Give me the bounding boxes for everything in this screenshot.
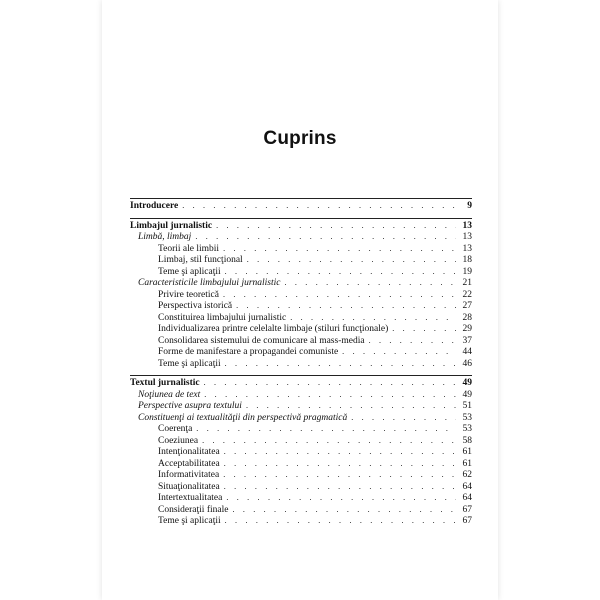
toc-entry-page-number: 67	[462, 504, 472, 515]
toc-entry-label: Intenţionalitatea	[158, 447, 220, 457]
toc-entry[interactable]	[130, 492, 472, 504]
dot-leader	[369, 335, 456, 347]
toc-entry-label: Situaţionalitatea	[158, 481, 220, 492]
toc-entry-page-number: 49	[462, 389, 472, 400]
toc-section	[130, 218, 472, 370]
toc-entry[interactable]	[130, 312, 472, 324]
toc-entry-label: Teme şi aplicaţii	[158, 516, 221, 526]
toc-entry-label: Constituenţi ai textualităţii din perspectivă pragmatică	[138, 412, 348, 423]
toc-entry[interactable]	[130, 335, 472, 347]
toc-entry-label: Teme şi aplicaţii	[158, 358, 221, 369]
dot-leader	[223, 469, 456, 481]
toc-entry-page-number: 13	[462, 232, 472, 242]
toc-entry-page-number: 28	[462, 312, 472, 323]
toc-entry-page-number: 61	[462, 447, 472, 457]
toc-entry[interactable]	[130, 400, 472, 412]
toc-entry-label: Consideraţii finale	[158, 504, 229, 515]
dot-leader	[226, 492, 456, 504]
toc-entry[interactable]	[130, 300, 472, 312]
toc-entry[interactable]	[130, 389, 472, 401]
toc-entry-page-number: 21	[462, 278, 472, 288]
toc-entry-page-number: 64	[462, 481, 472, 492]
toc-entry[interactable]	[130, 481, 472, 493]
dot-leader	[223, 243, 456, 255]
dot-leader	[246, 400, 456, 412]
toc-entry-label: Informativitatea	[158, 470, 220, 480]
dot-leader	[290, 312, 456, 324]
dot-leader	[204, 389, 456, 401]
dot-leader	[216, 220, 456, 232]
dot-leader	[204, 377, 456, 389]
toc-entry[interactable]	[130, 515, 472, 527]
toc-entry[interactable]	[130, 412, 472, 424]
toc-entry[interactable]	[130, 458, 472, 470]
toc-entry-page-number: 13	[462, 220, 472, 231]
toc-entry-page-number: 37	[462, 335, 472, 346]
toc-entry-page-number: 53	[462, 424, 472, 434]
toc-entry-label: Perspective asupra textului	[138, 401, 242, 411]
toc-entry[interactable]	[130, 243, 472, 255]
toc-entry[interactable]	[130, 220, 472, 232]
dot-leader	[392, 323, 456, 335]
toc-entry-label: Coeziunea	[158, 435, 199, 446]
toc-entry[interactable]	[130, 200, 472, 212]
toc-entry[interactable]	[130, 254, 472, 266]
toc-entry-label: Limbajul jurnalistic	[130, 220, 213, 231]
toc-entry[interactable]	[130, 377, 472, 389]
toc-entry-page-number: 58	[462, 435, 472, 446]
toc-entry-page-number: 62	[462, 470, 472, 480]
toc-entry-page-number: 44	[462, 347, 472, 357]
dot-leader	[236, 300, 456, 312]
dot-leader	[202, 435, 456, 447]
toc-entry-page-number: 67	[462, 516, 472, 526]
toc-entry-label: Textul jurnalistic	[130, 378, 200, 388]
dot-leader	[225, 515, 456, 527]
toc-entry[interactable]	[130, 504, 472, 516]
toc-entry[interactable]	[130, 446, 472, 458]
toc-entry-page-number: 49	[462, 378, 472, 388]
toc-entry-page-number: 64	[462, 493, 472, 503]
toc-entry[interactable]	[130, 323, 472, 335]
toc-entry-label: Perspectiva istorică	[158, 301, 233, 311]
toc-entry[interactable]	[130, 469, 472, 481]
toc-section	[130, 375, 472, 527]
toc-entry-label: Noţiunea de text	[138, 389, 201, 400]
toc-entry-label: Limbaj, stil funcţional	[158, 255, 243, 265]
dot-leader	[224, 481, 456, 493]
dot-leader	[247, 254, 456, 266]
toc-entry-label: Teme şi aplicaţii	[158, 266, 221, 277]
toc-entry-page-number: 18	[462, 255, 472, 265]
toc-entry-label: Introducere	[130, 201, 179, 211]
toc-entry[interactable]	[130, 266, 472, 278]
toc-entry-page-number: 27	[462, 301, 472, 311]
toc-entry-page-number: 53	[462, 412, 472, 423]
toc-entry-page-number: 9	[467, 201, 472, 211]
toc-entry[interactable]	[130, 277, 472, 289]
toc-entry-page-number: 46	[462, 358, 472, 369]
toc-entry-label: Limbă, limbaj	[138, 232, 192, 242]
toc-entry-label: Intertextualitatea	[158, 493, 223, 503]
dot-leader	[224, 458, 456, 470]
toc-entry-page-number: 61	[462, 458, 472, 469]
toc-entry[interactable]	[130, 435, 472, 447]
dot-leader	[342, 346, 456, 358]
dot-leader	[224, 446, 456, 458]
dot-leader	[225, 266, 456, 278]
dot-leader	[225, 358, 456, 370]
toc-entry-label: Caracteristicile limbajului jurnalistic	[138, 278, 281, 288]
toc-entry-label: Teorii ale limbii	[158, 243, 220, 254]
toc-entry-label: Constituirea limbajului jurnalistic	[158, 312, 287, 323]
toc-entry-label: Coerenţa	[158, 424, 193, 434]
dot-leader	[195, 231, 456, 243]
toc-entry[interactable]	[130, 289, 472, 301]
toc-entry-label: Forme de manifestare a propagandei comuniste	[158, 347, 339, 357]
toc-entry-page-number: 19	[462, 266, 472, 277]
toc-entry-label: Individualizarea printre celelalte limbaje (stiluri funcţionale)	[158, 324, 389, 334]
toc-entry[interactable]	[130, 358, 472, 370]
dot-leader	[351, 412, 456, 424]
toc-entry[interactable]	[130, 423, 472, 435]
dot-leader	[182, 200, 456, 212]
dot-leader	[196, 423, 456, 435]
toc-section	[130, 198, 472, 212]
dot-leader	[232, 504, 456, 516]
toc-entry-page-number: 13	[462, 243, 472, 254]
toc-entry-page-number: 22	[462, 289, 472, 300]
toc-entry[interactable]	[130, 346, 472, 358]
table-of-contents	[130, 198, 472, 527]
dot-leader	[223, 289, 456, 301]
page-title: Cuprins	[263, 128, 337, 149]
toc-entry-page-number: 29	[462, 324, 472, 334]
toc-entry-label: Acceptabilitatea	[158, 458, 220, 469]
toc-entry-page-number: 51	[462, 401, 472, 411]
toc-entry[interactable]	[130, 231, 472, 243]
toc-entry-label: Privire teoretică	[158, 289, 219, 300]
dot-leader	[285, 277, 457, 289]
toc-entry-label: Consolidarea sistemului de comunicare al mass-media	[158, 335, 365, 346]
